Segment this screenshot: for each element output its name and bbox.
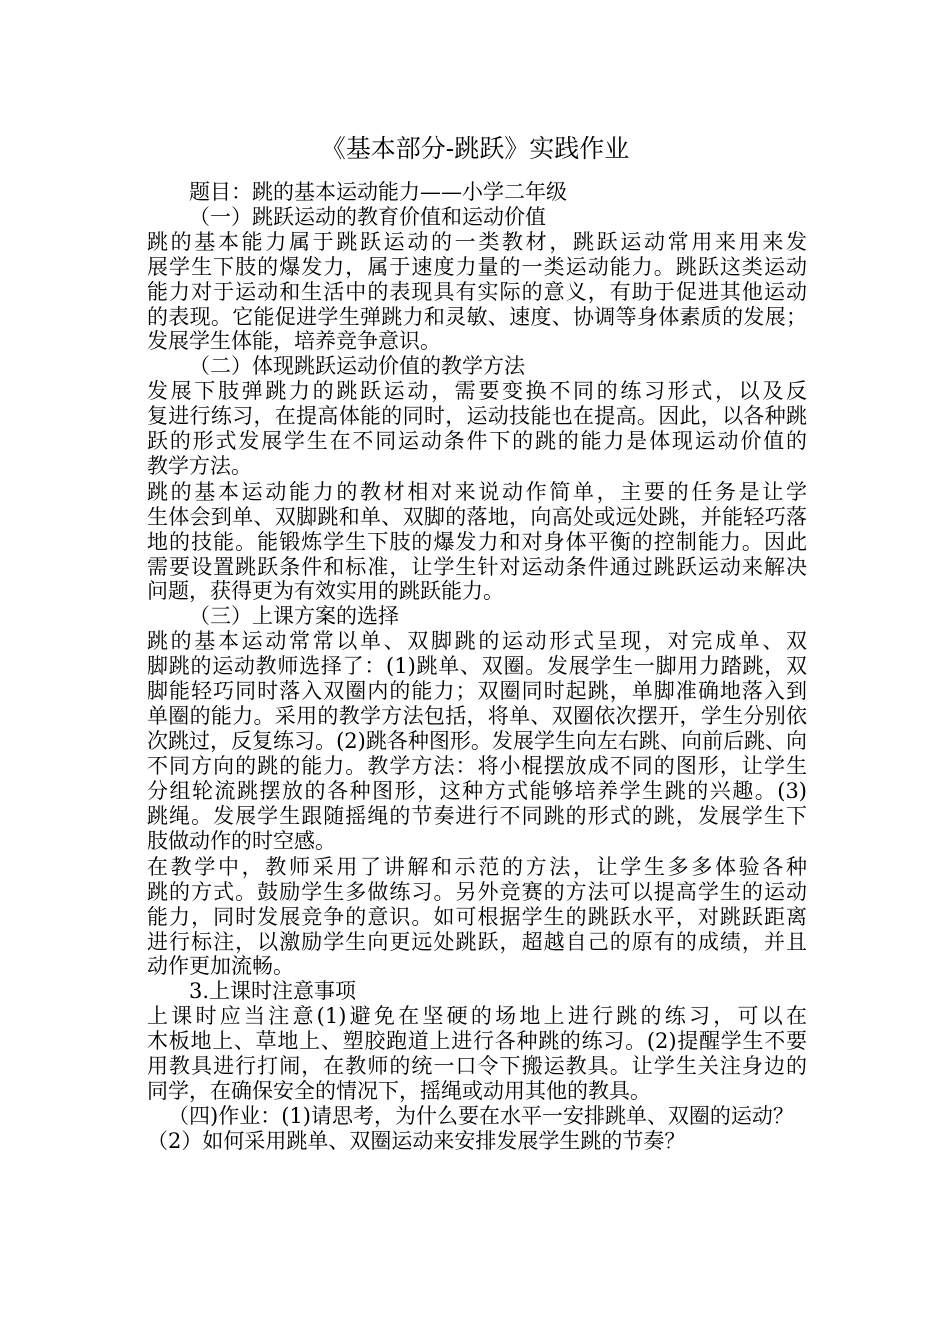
paragraph-line: 跳的基本能力属于跳跃运动的一类教材，跳跃运动常用来用来发: [147, 230, 807, 254]
paragraph-line: 同学，在确保安全的情况下，摇绳或动用其他的教具。: [147, 1079, 651, 1103]
section-heading-2: （二）体现跳跃运动价值的教学方法: [189, 354, 525, 378]
paragraph-line: 动作更加流畅。: [147, 954, 294, 978]
paragraph-line: 问题，获得更为有效实用的跳跃能力。: [147, 579, 504, 603]
paragraph-line: 用教具进行打闹，在教师的统一口令下搬运教具。让学生关注身边的: [147, 1054, 807, 1078]
paragraph-line: 能力对于运动和生活中的表现具有实际的意义，有助于促进其他运动: [147, 280, 807, 304]
paragraph-line: 地的技能。能锻炼学生下肢的爆发力和对身体平衡的控制能力。因此: [147, 530, 807, 554]
paragraph-line: 进行标注，以激励学生向更远处跳跃，超越自己的原有的成绩，并且: [147, 930, 807, 954]
paragraph-line: 上课时应当注意(1)避免在坚硬的场地上进行跳的练习，可以在: [147, 1004, 807, 1028]
paragraph-line: 单圈的能力。采用的教学方法包括，将单、双圈依次摆开，学生分别依: [147, 704, 807, 728]
paragraph-line: 脚能轻巧同时落入双圈内的能力；双圈同时起跳，单脚准确地落入到: [147, 679, 807, 703]
paragraph-line: 跳绳。发展学生跟随摇绳的节奏进行不同跳的形式的跳，发展学生下: [147, 804, 807, 828]
paragraph-line: 需要设置跳跃条件和标准，让学生针对运动条件通过跳跃运动来解决: [147, 555, 807, 579]
section-heading-4: 3.上课时注意事项: [189, 979, 357, 1003]
paragraph-line: 跃的形式发展学生在不同运动条件下的跳的能力是体现运动价值的: [147, 429, 807, 453]
paragraph-line: 发展下肢弹跳力的跳跃运动，需要变换不同的练习形式，以及反: [147, 379, 807, 403]
paragraph-line: 复进行练习，在提高体能的同时，运动技能也在提高。因此，以各种跳: [147, 404, 807, 428]
paragraph-line: 分组轮流跳摆放的各种图形，这种方式能够培养学生跳的兴趣。(3): [147, 779, 807, 803]
paragraph-line: 不同方向的跳的能力。教学方法：将小棍摆放成不同的图形，让学生: [147, 754, 807, 778]
paragraph-line: 的表现。它能促进学生弹跳力和灵敏、速度、协调等身体素质的发展；: [147, 305, 807, 329]
paragraph-line: 在教学中，教师采用了讲解和示范的方法，让学生多多体验各种: [147, 855, 807, 879]
homework-line: （2）如何采用跳单、双圈运动来安排发展学生跳的节奏？: [147, 1129, 686, 1153]
document-title: 《基本部分-跳跃》实践作业: [320, 134, 630, 163]
paragraph-line: 生体会到单、双脚跳和单、双脚的落地，向高处或远处跳，并能轻巧落: [147, 505, 807, 529]
paragraph-line: 肢做动作的时空感。: [147, 829, 336, 853]
paragraph-line: 发展学生体能，培养竞争意识。: [147, 329, 441, 353]
section-heading-3: （三）上课方案的选择: [189, 604, 399, 628]
paragraph-line: 次跳过，反复练习。(2)跳各种图形。发展学生向左右跳、向前后跳、向: [147, 729, 807, 753]
topic-line: 题目：跳的基本运动能力——小学二年级: [189, 180, 567, 204]
paragraph-line: 跳的方式。鼓励学生多做练习。另外竞赛的方法可以提高学生的运动: [147, 880, 807, 904]
paragraph-line: 教学方法。: [147, 454, 252, 478]
paragraph-line: 能力，同时发展竞争的意识。如可根据学生的跳跃水平，对跳跃距离: [147, 905, 807, 929]
paragraph-line: 木板地上、草地上、塑胶跑道上进行各种跳的练习。(2)提醒学生不要: [147, 1029, 807, 1053]
paragraph-line: 跳的基本运动常常以单、双脚跳的运动形式呈现，对完成单、双: [147, 629, 807, 653]
paragraph-line: 展学生下肢的爆发力，属于速度力量的一类运动能力。跳跃这类运动: [147, 255, 807, 279]
section-heading-1: （一）跳跃运动的教育价值和运动价值: [189, 205, 546, 229]
homework-line: （四)作业：(1)请思考，为什么要在水平一安排跳单、双圈的运动？: [168, 1104, 794, 1128]
paragraph-line: 跳的基本运动能力的教材相对来说动作简单，主要的任务是让学: [147, 480, 807, 504]
paragraph-line: 脚跳的运动教师选择了：(1)跳单、双圈。发展学生一脚用力踏跳，双: [147, 654, 807, 678]
